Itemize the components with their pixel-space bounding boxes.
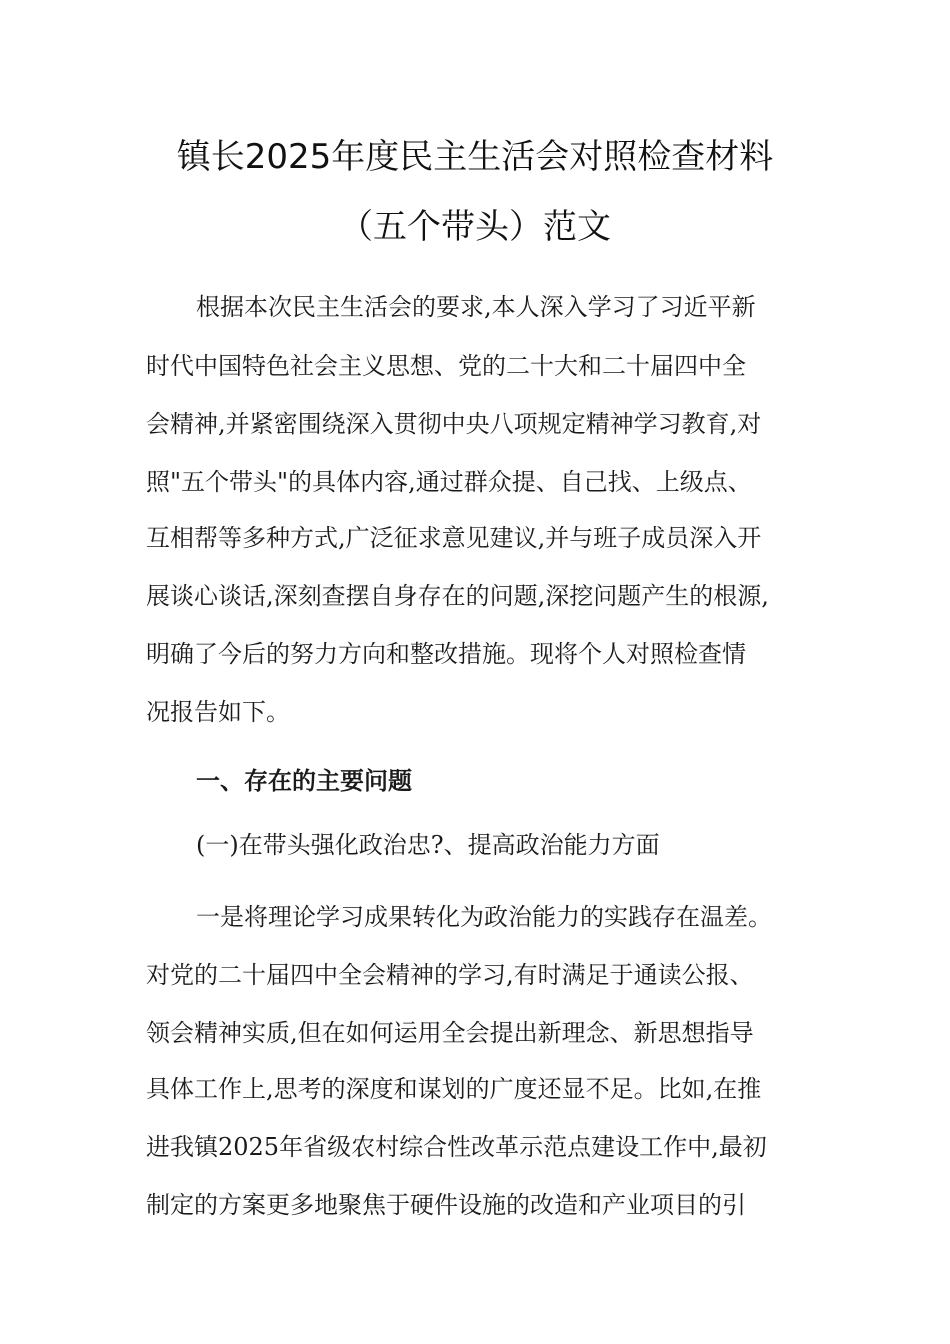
paragraph-line: 一是将理论学习成果转化为政治能力的实践存在温差。 bbox=[196, 903, 772, 931]
paragraph-line: 具体工作上,思考的深度和谋划的广度还显不足。比如,在推 bbox=[146, 1075, 762, 1103]
paragraph-line: 根据本次民主生活会的要求,本人深入学习了习近平新 bbox=[196, 293, 756, 321]
paragraph-line: 互相帮等多种方式,广泛征求意见建议,并与班子成员深入开 bbox=[146, 524, 762, 552]
paragraph-line: 照"五个带头"的具体内容,通过群众提、自己找、上级点、 bbox=[146, 468, 752, 496]
paragraph-line: 领会精神实质,但在如何运用全会提出新理念、新思想指导 bbox=[146, 1019, 754, 1047]
paragraph-line: 时代中国特色社会主义思想、党的二十大和二十届四中全 bbox=[146, 352, 746, 380]
paragraph-line: 会精神,并紧密围绕深入贯彻中央八项规定精神学习教育,对 bbox=[146, 410, 762, 438]
paragraph-line: 展谈心谈话,深刻查摆自身存在的问题,深挖问题产生的根源, bbox=[146, 582, 769, 610]
document-title-line-1: 镇长2025年度民主生活会对照检查材料 bbox=[176, 137, 774, 177]
paragraph-line: 对党的二十届四中全会精神的学习,有时满足于通读公报、 bbox=[146, 961, 754, 989]
paragraph-line: 明确了今后的努力方向和整改措施。现将个人对照检查情 bbox=[146, 640, 746, 668]
section-heading: 一、存在的主要问题 bbox=[196, 766, 412, 795]
paragraph-line: 况报告如下。 bbox=[146, 698, 290, 726]
paragraph-line: 制定的方案更多地聚焦于硬件设施的改造和产业项目的引 bbox=[146, 1191, 746, 1219]
paragraph-line: 进我镇2025年省级农村综合性改革示范点建设工作中,最初 bbox=[146, 1133, 767, 1161]
document-title-line-2: （五个带头）范文 bbox=[339, 207, 611, 247]
subsection-heading: (一)在带头强化政治忠?、提高政治能力方面 bbox=[196, 831, 660, 859]
